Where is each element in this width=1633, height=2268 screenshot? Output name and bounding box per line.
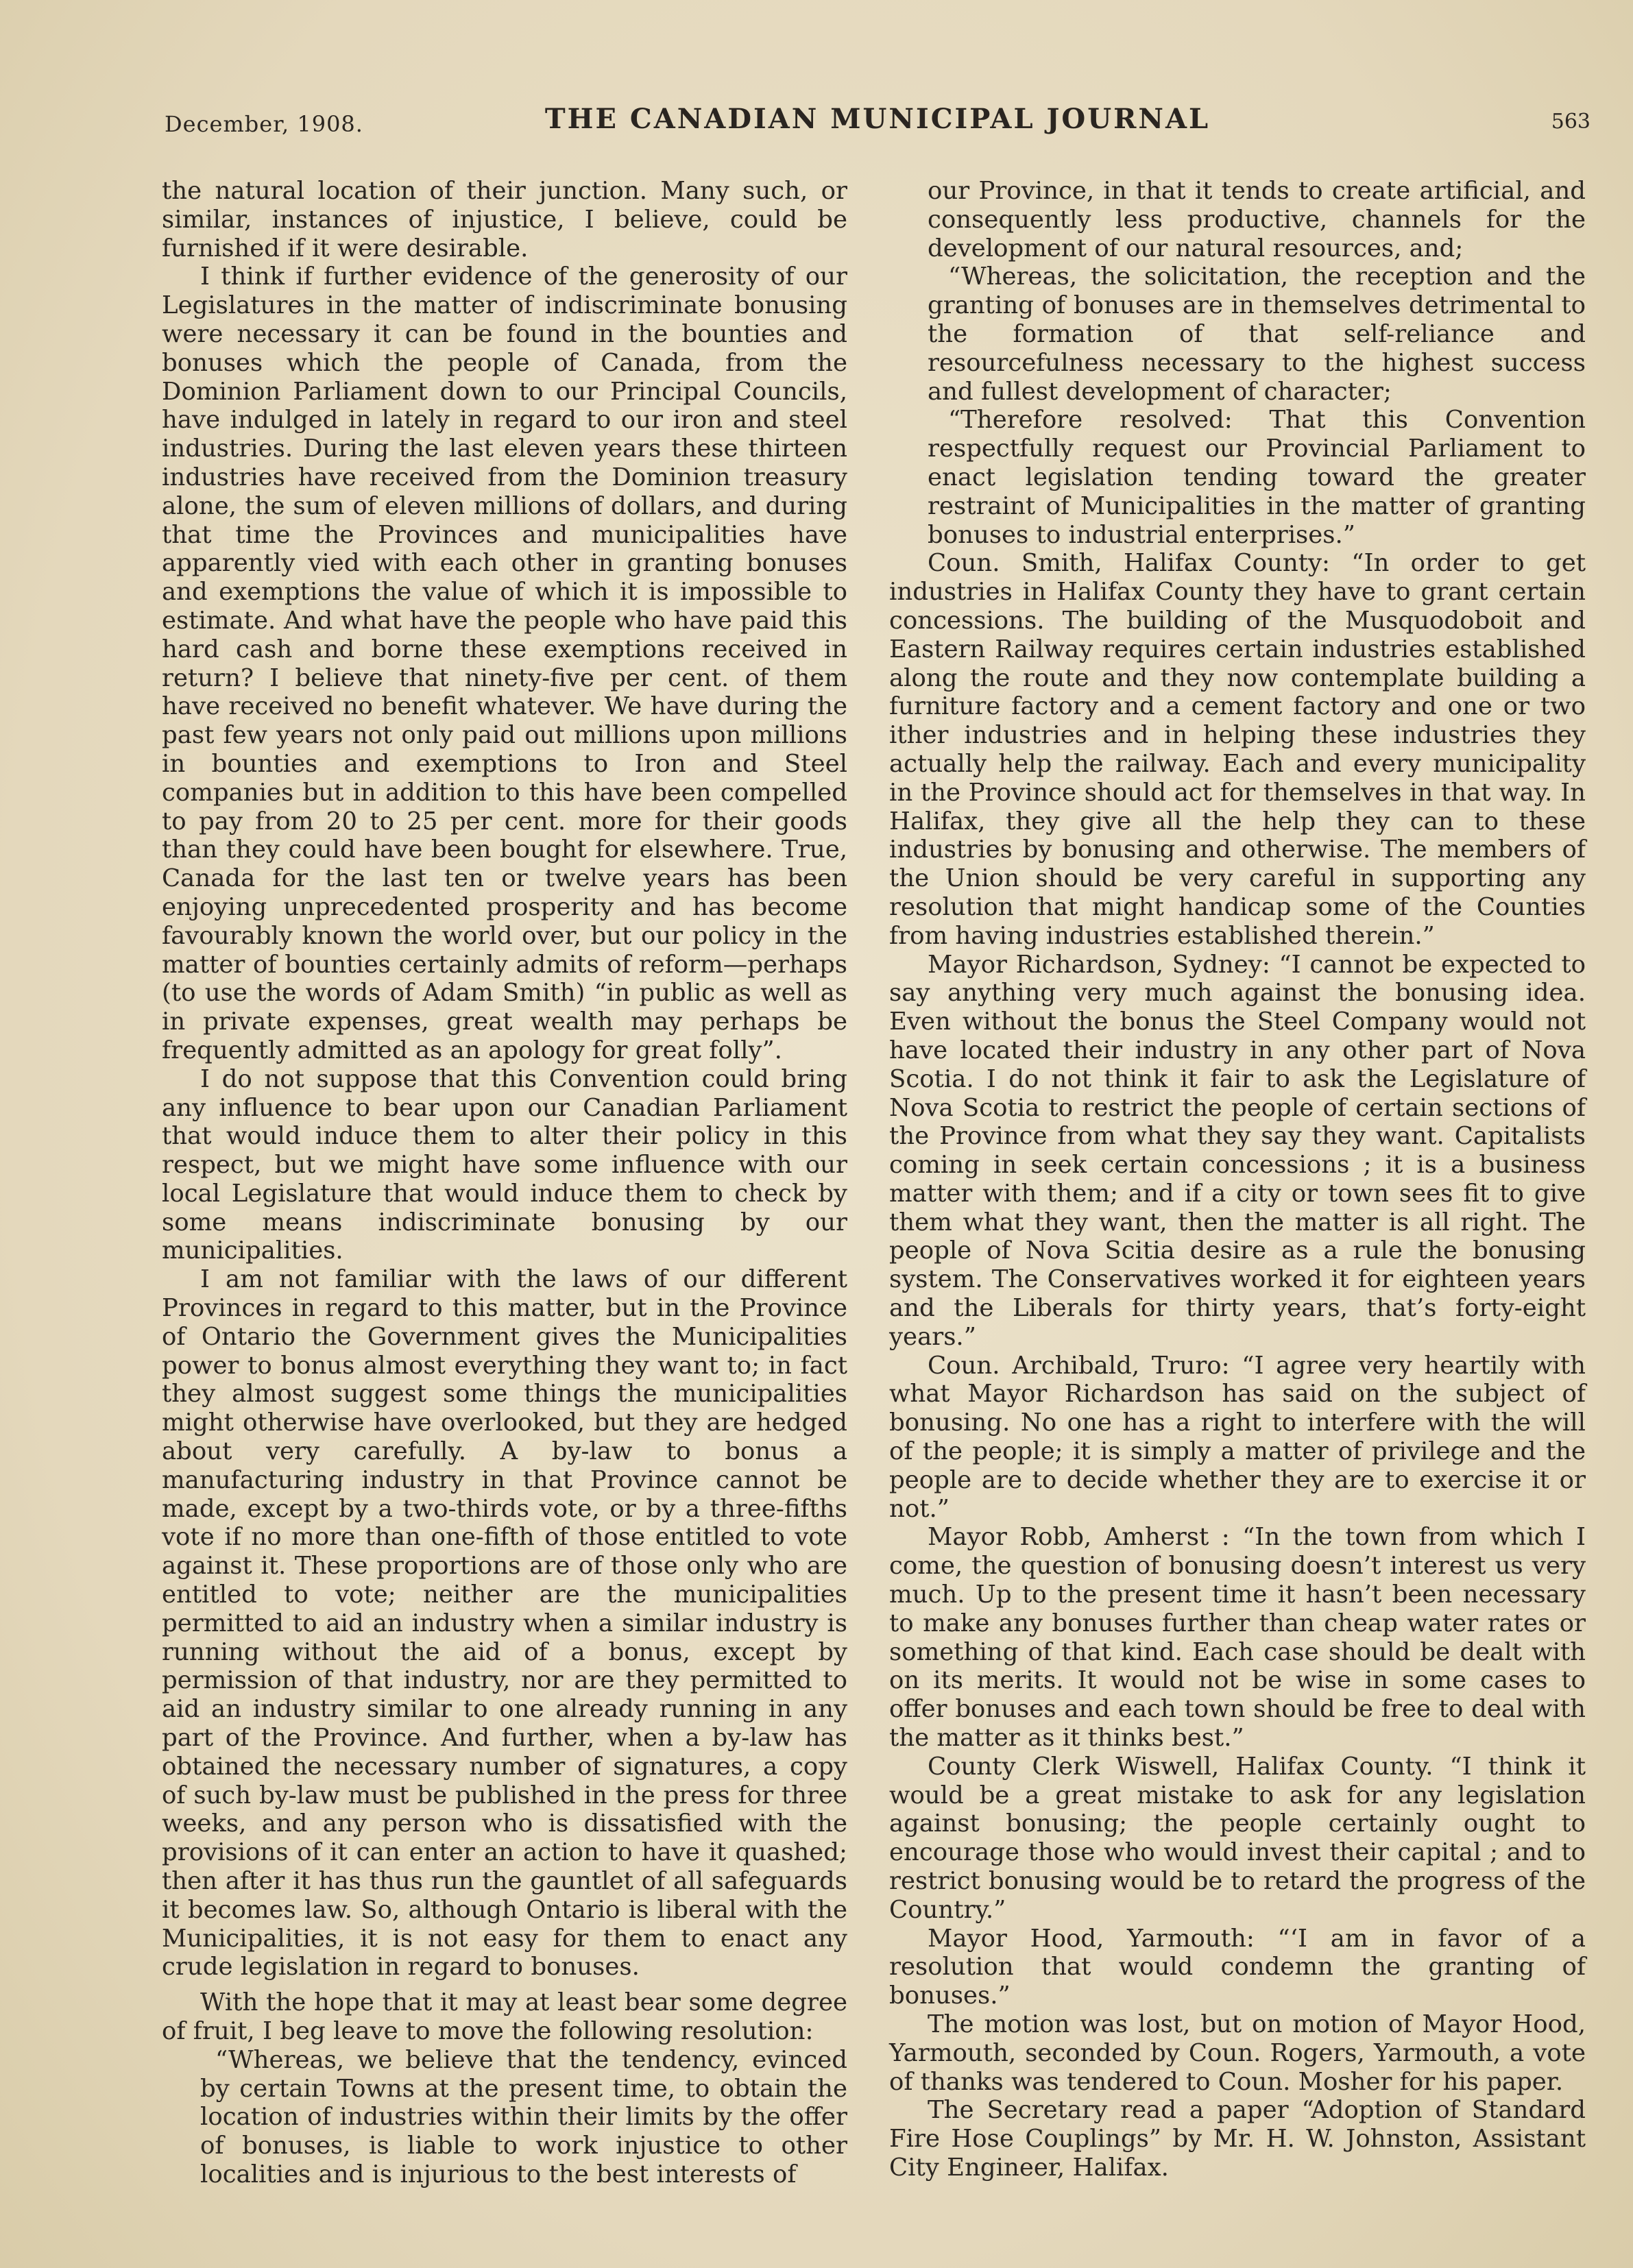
paragraph: I think if further evidence of the generosity of our Legislatures in the matter of indiscriminate bonusing were necessary it can be found in the bounties and bonuses which the people of Canada, from the Dominion Parliament down to our Principal Councils, have indulged in lately in regard to our iron and steel industries. During the last eleven years these thirteen industries have received from the Dominion treasury alone, the sum of eleven millions of dollars, and during that time the Provinces and municipalities have apparently vied with each other in granting bonuses and exemptions the value of which it is impossible to estimate. And what have the people who have paid this hard cash and borne these exemptions received in return? I believe that ninety-five per cent. of them have received no benefit whatever. We have during the past few years not only paid out millions upon millions in bounties and exemptions to Iron and Steel companies but in addition to this have been compelled to pay from 20 to 25 per cent. more for their goods than they could have been bought for elsewhere. True, Canada for the last ten or twelve years has been enjoying unprecedented prosperity and has become favourably known the world over, but our policy in the matter of bounties certainly admits of reform—perhaps (to use the words of Adam Smith) “in public as well as in private expenses, great wealth may perhaps be frequently admitted as an apology for great folly”. — [162, 263, 847, 1064]
paragraph: With the hope that it may at least bear some degree of fruit, I beg leave to move the following resolution: — [162, 1988, 847, 2045]
speaker-paragraph: Coun. Smith, Halifax County: “In order to get industries in Halifax County they have to grant certain concessions. The building of the Musquodoboit and Eastern Railway requires certain industries established along the route and they now contemplate building a furniture factory and a cement factory and one or two ither industries and in helping these industries they actually help the railway. Each and every municipality in the Province should act for themselves in that way. In Halifax, they give all the help they can to these industries by bonusing and otherwise. The members of the Union should be very careful in supporting any resolution that might handicap some of the Counties from having industries established therein.” — [889, 549, 1586, 950]
right-column — [889, 177, 1586, 2182]
resolution-quote: our Province, in that it tends to create artificial, and consequently less productive, channels for the development of our natural resources, and; — [928, 177, 1586, 263]
speaker-paragraph: Mayor Richardson, Sydney: “I cannot be expected to say anything very much against the bonusing idea. Even without the bonus the Steel Company would not have located their industry in any other part of Nova Scotia. I do not think it fair to ask the Legislature of Nova Scotia to restrict the people of certain sections of the Province from what they say they want. Capitalists coming in seek certain concessions ; it is a business matter with them; and if a city or town sees fit to give them what they want, then the matter is all right. The people of Nova Scitia desire as a rule the bonusing system. The Conservatives worked it for eighteen years and the Liberals for thirty years, that’s forty-eight years.” — [889, 950, 1586, 1351]
running-header — [165, 103, 1590, 144]
speaker-paragraph: Mayor Hood, Yarmouth: “‘I am in favor of a resolution that would condemn the granting of bonuses.” — [889, 1924, 1586, 2010]
resolution-quote: “Whereas, we believe that the tendency, evinced by certain Towns at the present time, to obtain the location of industries within their limits by the offer of bonuses, is liable to work injustice to other localities and is injurious to the best interests of — [200, 2045, 847, 2188]
resolution-quote: “Whereas, the solicitation, the reception and the granting of bonuses are in themselves detrimental to the formation of that self-reliance and resourcefulness necessary to the highest success and fullest development of character; — [928, 263, 1586, 406]
speaker-paragraph: Mayor Robb, Amherst : “In the town from which I come, the question of bonusing doesn’t interest us very much. Up to the present time it hasn’t been necessary to make any bonuses further than cheap water rates or something of that kind. Each case should be dealt with on its merits. It would not be wise in some cases to offer bonuses and each town should be free to deal with the matter as it thinks best.” — [889, 1523, 1586, 1753]
paragraph: the natural location of their junction. Many such, or similar, instances of injustice, I believe, could be furnished if it were desirable. — [162, 177, 847, 263]
speaker-paragraph: Coun. Archibald, Truro: “I agree very heartily with what Mayor Richardson has said on the subject of bonusing. No one has a right to interfere with the will of the people; it is simply a matter of privilege and the people are to decide whether they are to exercise it or not.” — [889, 1351, 1586, 1523]
paragraph: I do not suppose that this Convention could bring any influence to bear upon our Canadian Parliament that would induce them to alter their policy in this respect, but we might have some influence with our local Legislature that would induce them to check by some means indiscriminate bonusing by our municipalities. — [162, 1064, 847, 1265]
speaker-paragraph: County Clerk Wiswell, Halifax County. “I think it would be a great mistake to ask for any legislation against bonusing; the people certainly ought to encourage those who would invest their capital ; and to restrict bonusing would be to retard the progress of the Country.” — [889, 1752, 1586, 1924]
resolution-quote: “Therefore resolved: That this Convention respectfully request our Provincial Parliament to enact legislation tending toward the greater restraint of Municipalities in the matter of granting bonuses to industrial enterprises.” — [928, 406, 1586, 549]
journal-title: THE CANADIAN MUNICIPAL JOURNAL — [544, 103, 1211, 135]
left-column — [162, 177, 847, 2189]
page-number: 563 — [1551, 110, 1590, 134]
issue-date: December, 1908. — [165, 111, 363, 137]
paragraph: The Secretary read a paper “Adoption of Standard Fire Hose Couplings” by Mr. H. W. Johnston, Assistant City Engineer, Halifax. — [889, 2096, 1586, 2182]
paragraph: I am not familiar with the laws of our different Provinces in regard to this matter, but in the Province of Ontario the Government gives the Municipalities power to bonus almost everything they want to; in fact they almost suggest some things the municipalities might otherwise have overlooked, but they are hedged about very carefully. A by-law to bonus a manufacturing industry in that Province cannot be made, except by a two-thirds vote, or by a three-fifths vote if no more than one-fifth of those entitled to vote against it. These proportions are of those only who are entitled to vote; neither are the municipalities permitted to aid an industry when a similar industry is running without the aid of a bonus, except by permission of that industry, nor are they permitted to aid an industry similar to one already running in any part of the Province. And further, when a by-law has obtained the necessary number of signatures, a copy of such by-law must be published in the press for three weeks, and any person who is dissatisfied with the provisions of it can enter an action to have it quashed; then after it has thus run the gauntlet of all safeguards it becomes law. So, although Ontario is liberal with the Municipalities, it is not easy for them to enact any crude legislation in regard to bonuses. — [162, 1265, 847, 1982]
paragraph: The motion was lost, but on motion of Mayor Hood, Yarmouth, seconded by Coun. Rogers, Yarmouth, a vote of thanks was tendered to Coun. Mosher for his paper. — [889, 2010, 1586, 2096]
